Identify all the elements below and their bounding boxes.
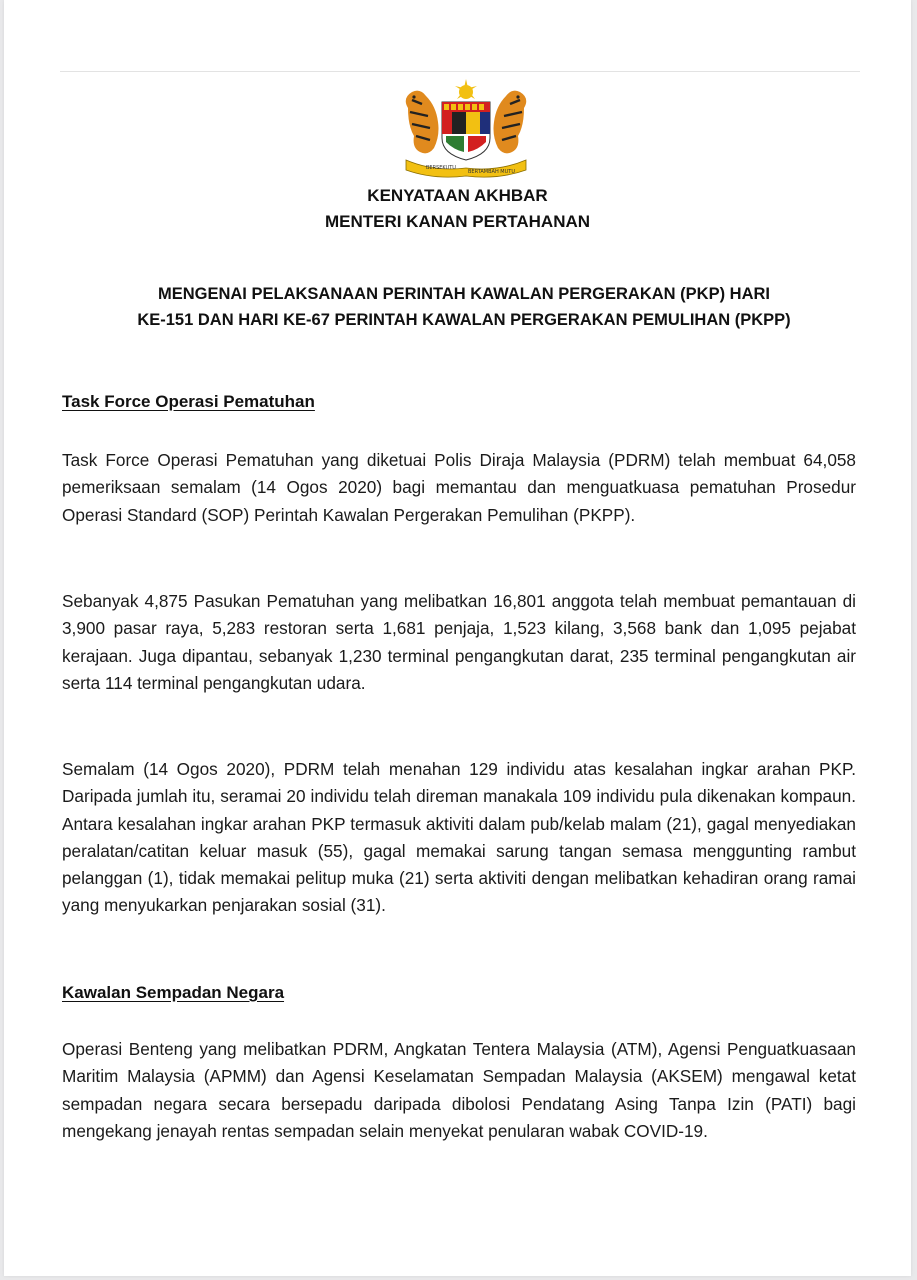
coat-of-arms-logo <box>398 78 534 180</box>
svg-text:BERSEKUTU: BERSEKUTU <box>426 165 456 171</box>
top-divider <box>60 71 860 72</box>
paragraph-border-operation: Operasi Benteng yang melibatkan PDRM, Angkatan Tentera Malaysia (ATM), Agensi Penguatkuasaan Maritim Malaysia (APMM) dan Agensi Keselamatan Sempadan Malaysia (AKSEM) mengawal ketat sempadan negara secara bersepadu daripada dibolosi Pendatang Asing Tanpa Izin (PATI) bagi mengekang jenayah rentas sempadan selain menyekat penularan wabak COVID-19. <box>62 1039 856 1141</box>
section-heading-task-force: Task Force Operasi Pematuhan <box>62 392 315 411</box>
minister-title: MENTERI KANAN PERTAHANAN <box>324 212 591 231</box>
subject-line-1: MENGENAI PELAKSANAAN PERINTAH KAWALAN PERGERAKAN (PKP) HARI <box>157 285 771 303</box>
press-release-title: KENYATAAN AKHBAR <box>367 186 548 205</box>
document-page <box>4 0 911 1276</box>
paragraph-monitoring: Sebanyak 4,875 Pasukan Pematuhan yang melibatkan 16,801 anggota telah membuat pemantauan di 3,900 pasar raya, 5,283 restoran serta 1,681 penjaja, 1,523 kilang, 3,568 bank dan 1,095 pejabat kerajaan. Juga dipantau, sebanyak 1,230 terminal pengangkutan darat, 235 terminal pengangkutan air serta 114 terminal pengangkutan udara. <box>62 591 856 693</box>
paragraph-arrests: Semalam (14 Ogos 2020), PDRM telah menahan 129 individu atas kesalahan ingkar arahan PKP. Daripada jumlah itu, seramai 20 individu telah direman manakala 109 individu pula dikenakan kompaun. Antara kesalahan ingkar arahan PKP termasuk aktiviti dalam pub/kelab malam (21), gagal menyediakan peralatan/catitan keluar masuk (55), gagal memakai sarung tangan semasa menggunting rambut pelanggan (1), tidak memakai pelitup muka (21) serta aktiviti dengan melibatkan kehadiran orang ramai yang menyukarkan penjarakan sosial (31). <box>62 759 856 916</box>
subject-line-2: KE-151 DAN HARI KE-67 PERINTAH KAWALAN PERGERAKAN PEMULIHAN (PKPP) <box>137 311 791 329</box>
svg-text:BERTAMBAH MUTU: BERTAMBAH MUTU <box>468 169 515 175</box>
section-heading-border: Kawalan Sempadan Negara <box>62 983 285 1002</box>
paragraph-inspections: Task Force Operasi Pematuhan yang diketuai Polis Diraja Malaysia (PDRM) telah membuat 64,058 pemeriksaan semalam (14 Ogos 2020) bagi memantau dan menguatkuasa pematuhan Prosedur Operasi Standard (SOP) Perintah Kawalan Pergerakan Pemulihan (PKPP). <box>62 450 856 525</box>
